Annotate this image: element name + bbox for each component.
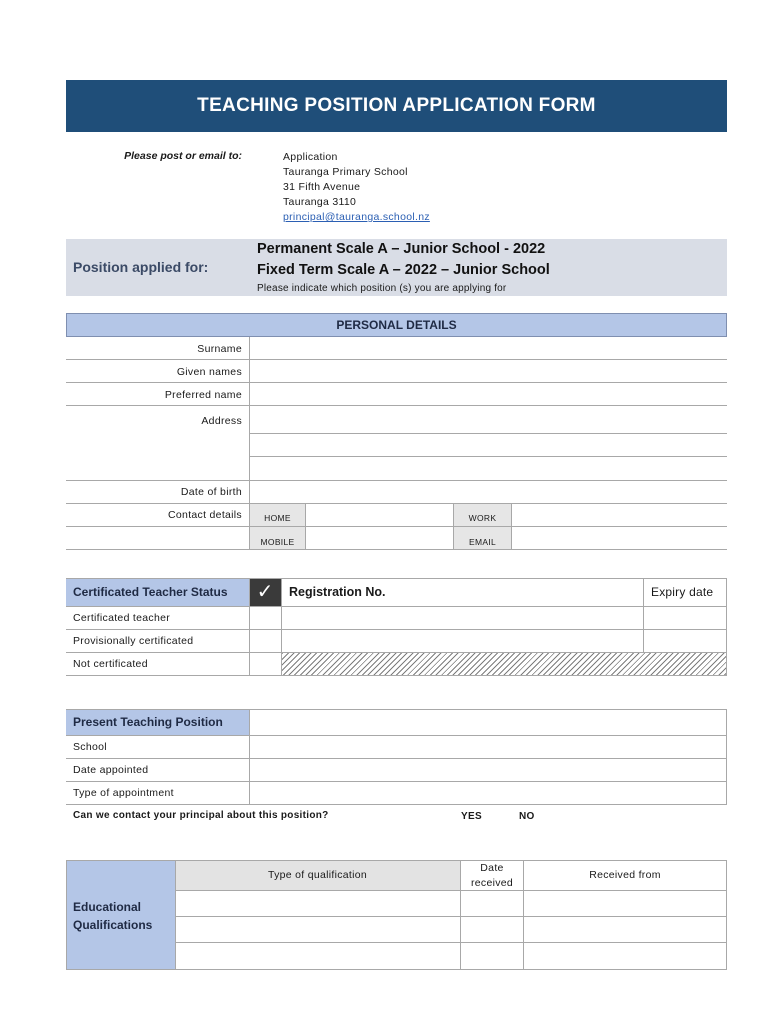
expiry-field-1[interactable] <box>644 607 726 629</box>
date-received-label: Date received <box>470 862 514 889</box>
personal-details-heading: PERSONAL DETAILS <box>66 313 727 337</box>
postal-address <box>283 150 430 225</box>
row-line <box>66 969 727 970</box>
contact-principal-question: Can we contact your principal about this position? <box>73 810 329 821</box>
disabled-hatched-area <box>282 653 726 675</box>
post-label: Please post or email to: <box>124 150 242 162</box>
address-label: Address <box>201 415 242 427</box>
contact-label: Contact details <box>168 509 242 521</box>
address-line-3: 31 Fifth Avenue <box>283 181 361 193</box>
registration-field-1[interactable] <box>282 607 643 629</box>
mobile-label: MOBILE <box>250 527 305 549</box>
home-label: HOME <box>250 504 305 526</box>
surname-label: Surname <box>197 343 242 355</box>
date-appointed-label: Date appointed <box>73 764 149 776</box>
date-appointed-field[interactable] <box>250 759 726 781</box>
cert-row-not-certificated: Not certificated <box>73 658 148 670</box>
position-option-permanent[interactable]: Permanent Scale A – Junior School - 2022 <box>257 241 546 257</box>
row-line <box>66 675 727 676</box>
given-names-label: Given names <box>176 366 242 378</box>
cert-row-provisional: Provisionally certificated <box>73 635 194 647</box>
school-label: School <box>73 741 107 753</box>
checkbox-certificated[interactable] <box>250 607 281 629</box>
col-line <box>66 860 67 969</box>
work-label: WORK <box>454 504 511 526</box>
home-phone-field[interactable] <box>306 504 453 526</box>
col-line <box>523 860 524 969</box>
email-field[interactable] <box>512 527 727 549</box>
registration-field-2[interactable] <box>282 630 643 652</box>
appointment-type-field[interactable] <box>250 782 726 804</box>
position-note: Please indicate which position (s) you are applying for <box>257 283 507 294</box>
appointment-type-label: Type of appointment <box>73 787 174 799</box>
row-line <box>66 860 727 861</box>
row-line <box>66 709 727 710</box>
expiry-label: Expiry date <box>651 585 714 599</box>
yes-option[interactable]: YES <box>461 811 482 822</box>
address-line-1: Application <box>283 151 338 163</box>
expiry-field-2[interactable] <box>644 630 726 652</box>
col-line <box>460 860 461 969</box>
preferred-name-field[interactable] <box>250 383 727 405</box>
cert-heading: Certificated Teacher Status <box>73 585 228 599</box>
checkbox-not-certificated[interactable] <box>250 653 281 675</box>
cert-row-certificated: Certificated teacher <box>73 612 171 624</box>
preferred-name-label: Preferred name <box>164 389 242 401</box>
position-option-fixed-term[interactable]: Fixed Term Scale A – 2022 – Junior School <box>257 262 550 278</box>
qualification-field-2[interactable] <box>176 917 460 942</box>
qualification-field-3[interactable] <box>176 943 460 969</box>
address-line-2: Tauranga Primary School <box>283 166 408 178</box>
check-icon: ✓ <box>249 578 281 606</box>
row-line <box>66 578 727 579</box>
col-line <box>726 860 727 969</box>
given-names-field[interactable] <box>250 360 727 382</box>
surname-field[interactable] <box>250 338 727 359</box>
mobile-phone-field[interactable] <box>306 527 453 549</box>
email-link[interactable]: principal@tauranga.school.nz <box>283 211 430 223</box>
education-heading: Educational Qualifications <box>73 900 153 932</box>
registration-label: Registration No. <box>289 585 386 599</box>
dob-label: Date of birth <box>180 486 242 498</box>
address-field[interactable] <box>250 406 727 480</box>
qualification-field-1[interactable] <box>176 891 460 916</box>
address-line-4: Tauranga 3110 <box>283 196 357 208</box>
email-label: EMAIL <box>454 527 511 549</box>
present-heading: Present Teaching Position <box>73 715 223 729</box>
school-field[interactable] <box>250 736 726 758</box>
col-line <box>726 709 727 804</box>
checkbox-provisional[interactable] <box>250 630 281 652</box>
row-line <box>66 549 727 550</box>
col-line <box>726 578 727 675</box>
no-option[interactable]: NO <box>519 811 535 822</box>
work-phone-field[interactable] <box>512 504 727 526</box>
form-title: TEACHING POSITION APPLICATION FORM <box>66 80 727 132</box>
position-label: Position applied for: <box>73 259 209 275</box>
received-from-label: Received from <box>589 869 661 881</box>
qualification-type-label: Type of qualification <box>267 869 368 881</box>
row-line <box>66 804 727 805</box>
dob-field[interactable] <box>250 481 727 503</box>
